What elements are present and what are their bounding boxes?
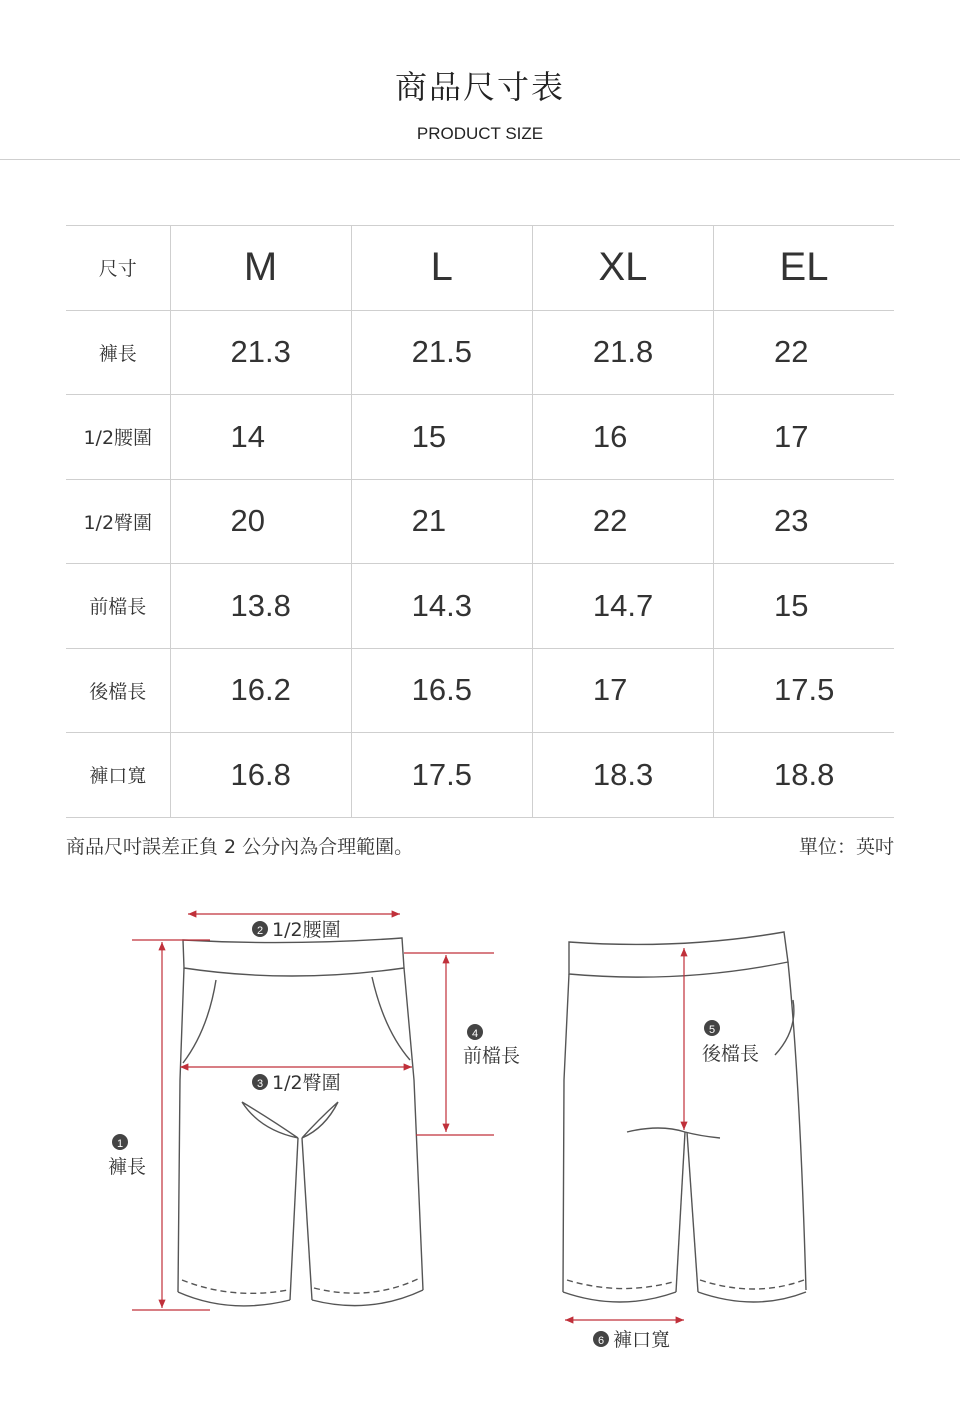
badge-number: 5 xyxy=(708,1024,716,1036)
tolerance-note: 商品尺吋誤差正負 2 公分內為合理範圍。 xyxy=(66,836,414,858)
front-rise-label xyxy=(463,1024,520,1067)
size-table xyxy=(66,225,894,818)
row-label: 後檔長 xyxy=(66,648,170,733)
front-rise-label-text: 前檔長 xyxy=(463,1045,521,1067)
row-label: 褲長 xyxy=(66,310,170,395)
table-cell: 18.3 xyxy=(532,733,713,818)
measurement-lines xyxy=(132,914,684,1320)
back-rise-label-text: 後檔長 xyxy=(702,1043,760,1065)
size-header-xl: XL xyxy=(532,226,713,311)
badge-number: 4 xyxy=(471,1028,479,1040)
table-cell: 16.8 xyxy=(170,733,351,818)
page-title: 商品尺寸表 xyxy=(394,68,565,106)
row-label: 1/2腰圍 xyxy=(66,395,170,480)
table-cell: 23 xyxy=(714,479,894,564)
hip-label xyxy=(252,1072,341,1094)
unit-note: 單位：英吋 xyxy=(798,836,894,858)
page-header xyxy=(0,0,960,160)
leg-opening-label-text: 褲口寬 xyxy=(613,1329,671,1351)
table-cell: 14.3 xyxy=(351,564,532,649)
table-cell: 17 xyxy=(714,395,894,480)
table-cell: 15 xyxy=(714,564,894,649)
leg-opening-label xyxy=(593,1329,670,1351)
row-label: 前檔長 xyxy=(66,564,170,649)
table-cell: 17.5 xyxy=(714,648,894,733)
table-cell: 16 xyxy=(532,395,713,480)
badge-number: 3 xyxy=(256,1078,264,1090)
table-cell: 21 xyxy=(351,479,532,564)
table-cell: 20 xyxy=(170,479,351,564)
table-cell: 17.5 xyxy=(351,733,532,818)
table-cell: 16.5 xyxy=(351,648,532,733)
waist-label xyxy=(252,919,341,941)
table-cell: 15 xyxy=(351,395,532,480)
table-cell: 21.3 xyxy=(170,310,351,395)
table-header-row xyxy=(66,226,894,311)
size-header-l: L xyxy=(351,226,532,311)
badge-number: 1 xyxy=(116,1138,124,1150)
table-cell: 17 xyxy=(532,648,713,733)
badge-number: 6 xyxy=(597,1335,605,1347)
table-cell: 21.5 xyxy=(351,310,532,395)
table-cell: 14.7 xyxy=(532,564,713,649)
row-label: 褲口寬 xyxy=(66,733,170,818)
table-cell: 22 xyxy=(532,479,713,564)
table-cell: 18.8 xyxy=(714,733,894,818)
table-cell: 16.2 xyxy=(170,648,351,733)
back-rise-label xyxy=(702,1020,759,1065)
table-row xyxy=(66,395,894,480)
table-row xyxy=(66,733,894,818)
hip-label-text: 1/2臀圍 xyxy=(272,1072,341,1094)
table-row xyxy=(66,310,894,395)
size-header-m: M xyxy=(170,226,351,311)
row-label: 1/2臀圍 xyxy=(66,479,170,564)
table-row xyxy=(66,564,894,649)
length-label-text: 褲長 xyxy=(108,1156,147,1178)
measurement-diagram xyxy=(0,880,960,1380)
table-corner-label: 尺寸 xyxy=(66,226,170,311)
page-subtitle: PRODUCT SIZE xyxy=(416,124,544,143)
table-cell: 21.8 xyxy=(532,310,713,395)
badge-number: 2 xyxy=(256,925,264,937)
table-row xyxy=(66,479,894,564)
size-header-el: EL xyxy=(714,226,894,311)
table-row xyxy=(66,648,894,733)
length-label xyxy=(108,1134,146,1178)
table-cell: 14 xyxy=(170,395,351,480)
table-cell: 13.8 xyxy=(170,564,351,649)
front-shorts-illustration xyxy=(178,938,423,1306)
waist-label-text: 1/2腰圍 xyxy=(272,919,341,941)
table-cell: 22 xyxy=(714,310,894,395)
